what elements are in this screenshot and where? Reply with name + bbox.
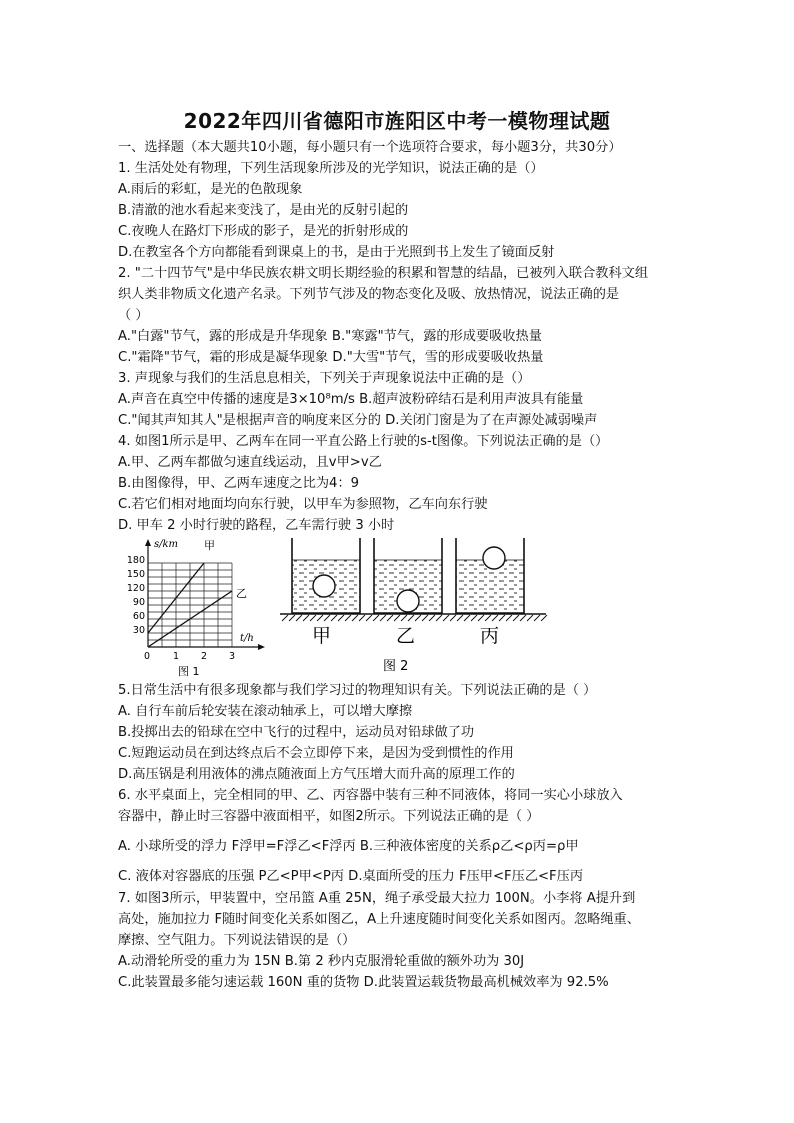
q3-stem: 3. 声现象与我们的生活息息相关，下列关于声现象说法中正确的是（） [118, 371, 531, 386]
hatch-stroke [541, 615, 547, 621]
fig1-label-jia: 甲 [204, 539, 215, 552]
ball-yi [397, 590, 419, 612]
fig1-y-arrow [145, 539, 151, 546]
q5-stem: 5.日常生活中有很多现象都与我们学习过的物理知识有关。下列说法正确的是（ ） [118, 683, 597, 698]
hatch-stroke [296, 615, 302, 621]
q5-option-b: B.投掷出去的铅球在空中飞行的过程中，运动员对铅球做了功 [118, 725, 475, 740]
q4-stem: 4. 如图1所示是甲、乙两车在同一平直公路上行驶的s-t图像。下列说法正确的是（） [118, 434, 609, 449]
fig1-caption: 图 1 [178, 665, 200, 678]
hatch-stroke [303, 615, 309, 621]
hatch-stroke [436, 615, 442, 621]
q4-option-a: A.甲、乙两车都做匀速直线运动，且v甲>v乙 [118, 455, 382, 470]
hatch-stroke [317, 615, 323, 621]
fig1-x-arrow [258, 644, 265, 650]
q3-options-ab: A.声音在真空中传播的速度是3×10⁸m/s B.超声波粉碎结石是利用声波具有能量 [118, 392, 584, 407]
hatch-stroke [338, 615, 344, 621]
fig1-origin: 0 [143, 651, 151, 662]
container-jia [292, 538, 360, 613]
fig1-grid [148, 563, 232, 647]
q5-option-d: D.高压锅是利用液体的沸点随液面上方气压增大而升高的原理工作的 [118, 767, 515, 782]
figure-1-st-graph [118, 535, 268, 680]
q7-options-ab: A.动滑轮所受的重力为 15N B.第 2 秒内克服滑轮重做的额外功为 30J [118, 954, 525, 969]
hatch-stroke [443, 615, 449, 621]
q7-stem-line1: 7. 如图3所示，甲装置中，空吊篮 A重 25N，绳子承受最大拉力 100N。小李将 A提升到 [118, 891, 636, 906]
section-heading: 一、选择题（本大题共10小题，每小题只有一个选项符合要求，每小题3分，共30分） [118, 140, 622, 155]
q7-stem-line3: 摩擦、空气阻力。下列说法错误的是（） [118, 933, 356, 948]
hatch-stroke [345, 615, 351, 621]
hatch-stroke [513, 615, 519, 621]
q1-option-c: C.夜晚人在路灯下形成的影子，是光的折射形成的 [118, 224, 409, 239]
q5-option-c: C.短跑运动员在到达终点后不会立即停下来，是因为受到惯性的作用 [118, 746, 514, 761]
ball-bing [483, 547, 505, 569]
fig1-ytick: 60 [132, 611, 145, 622]
hatch-stroke [415, 615, 421, 621]
fig1-xtick: 1 [172, 651, 180, 662]
q1-option-d: D.在教室各个方向都能看到课桌上的书，是由于光照到书上发生了镜面反射 [118, 245, 555, 260]
fig1-ytick: 180 [126, 555, 145, 566]
hatch-stroke [485, 615, 491, 621]
hatch-stroke [471, 615, 477, 621]
fig1-xtick: 2 [200, 651, 208, 662]
fig2-caption: 图 2 [383, 659, 409, 674]
hatch-stroke [289, 615, 295, 621]
hatch-stroke [527, 615, 533, 621]
hatch-stroke [429, 615, 435, 621]
q2-stem-line2: 织人类非物质文化遗产名录。下列节气涉及的物态变化及吸、放热情况，说法正确的是 [118, 287, 620, 302]
fig2-label-yi: 乙 [396, 625, 416, 647]
hatch-stroke [520, 615, 526, 621]
table-hatching [282, 615, 547, 621]
container-bing [456, 538, 524, 613]
q2-options-ab: A."白露"节气，露的形成是升华现象 B."寒露"节气，露的形成要吸收热量 [118, 329, 542, 344]
fig1-ytick: 150 [126, 569, 145, 580]
q4-option-b: B.由图像得，甲、乙两车速度之比为4：9 [118, 476, 360, 491]
q2-stem-line3: （ ） [118, 308, 149, 323]
q6-stem-line1: 6. 水平桌面上，完全相同的甲、乙、丙容器中装有三种不同液体，将同一实心小球放入 [118, 788, 623, 803]
q7-options-cd: C.此装置最多能匀速运载 160N 重的货物 D.此装置运载货物最高机械效率为 92.5% [118, 975, 609, 990]
q1-option-b: B.清澈的池水看起来变浅了，是由光的反射引起的 [118, 203, 409, 218]
hatch-stroke [450, 615, 456, 621]
fig1-ytick: 120 [126, 583, 145, 594]
hatch-stroke [359, 615, 365, 621]
hatch-stroke [387, 615, 393, 621]
figure-2-containers [278, 538, 548, 676]
fig1-xtick: 3 [228, 651, 236, 662]
q6-options-ab: A. 小球所受的浮力 F浮甲=F浮乙<F浮丙 B.三种液体密度的关系ρ乙<ρ丙=ρ甲 [118, 839, 579, 854]
hatch-stroke [478, 615, 484, 621]
q4-option-d: D. 甲车 2 小时行驶的路程，乙车需行驶 3 小时 [118, 518, 395, 533]
q4-option-c: C.若它们相对地面均向东行驶，以甲车为参照物，乙车向东行驶 [118, 497, 488, 512]
hatch-stroke [534, 615, 540, 621]
q1-option-a: A.雨后的彩虹，是光的色散现象 [118, 182, 303, 197]
hatch-stroke [394, 615, 400, 621]
q6-options-cd: C. 液体对容器底的压强 P乙<P甲<P丙 D.桌面所受的压力 F压甲<F压乙<F压丙 [118, 869, 584, 884]
hatch-stroke [464, 615, 470, 621]
fig1-ylabel: s/km [154, 539, 179, 550]
ball-jia [313, 575, 335, 597]
hatch-stroke [324, 615, 330, 621]
hatch-stroke [380, 615, 386, 621]
q3-options-cd: C."闻其声知其人"是根据声音的响度来区分的 D.关闭门窗是为了在声源处减弱噪声 [118, 413, 598, 428]
fig1-ytick: 90 [132, 597, 145, 608]
q7-stem-line2: 高处，施加拉力 F随时间变化关系如图乙，A上升速度随时间变化关系如图丙。忽略绳重、 [118, 912, 640, 927]
fig2-label-jia: 甲 [312, 625, 332, 647]
hatch-stroke [408, 615, 414, 621]
hatch-stroke [352, 615, 358, 621]
hatch-stroke [401, 615, 407, 621]
q1-stem: 1. 生活处处有物理，下列生活现象所涉及的光学知识，说法正确的是（） [118, 161, 544, 176]
hatch-stroke [373, 615, 379, 621]
q6-stem-line2: 容器中，静止时三容器中液面相平，如图2所示。下列说法正确的是（ ） [118, 809, 540, 824]
fig1-label-yi: 乙 [236, 587, 247, 600]
hatch-stroke [331, 615, 337, 621]
hatch-stroke [282, 615, 288, 621]
hatch-stroke [499, 615, 505, 621]
fig1-ytick: 30 [132, 625, 145, 636]
q5-option-a: A. 自行车前后轮安装在滚动轴承上，可以增大摩擦 [118, 704, 413, 719]
page-title: 2022年四川省德阳市旌阳区中考一模物理试题 [183, 109, 611, 133]
container-yi [374, 538, 442, 613]
q2-options-cd: C."霜降"节气，霜的形成是凝华现象 D."大雪"节气，雪的形成要吸收热量 [118, 350, 544, 365]
hatch-stroke [492, 615, 498, 621]
hatch-stroke [506, 615, 512, 621]
hatch-stroke [366, 615, 372, 621]
fig1-xlabel: t/h [240, 633, 254, 644]
q2-stem-line1: 2. "二十四节气"是中华民族农耕文明长期经验的积累和智慧的结晶，已被列入联合教科文组 [118, 266, 649, 281]
hatch-stroke [310, 615, 316, 621]
hatch-stroke [457, 615, 463, 621]
fig2-label-bing: 丙 [480, 625, 500, 647]
hatch-stroke [422, 615, 428, 621]
